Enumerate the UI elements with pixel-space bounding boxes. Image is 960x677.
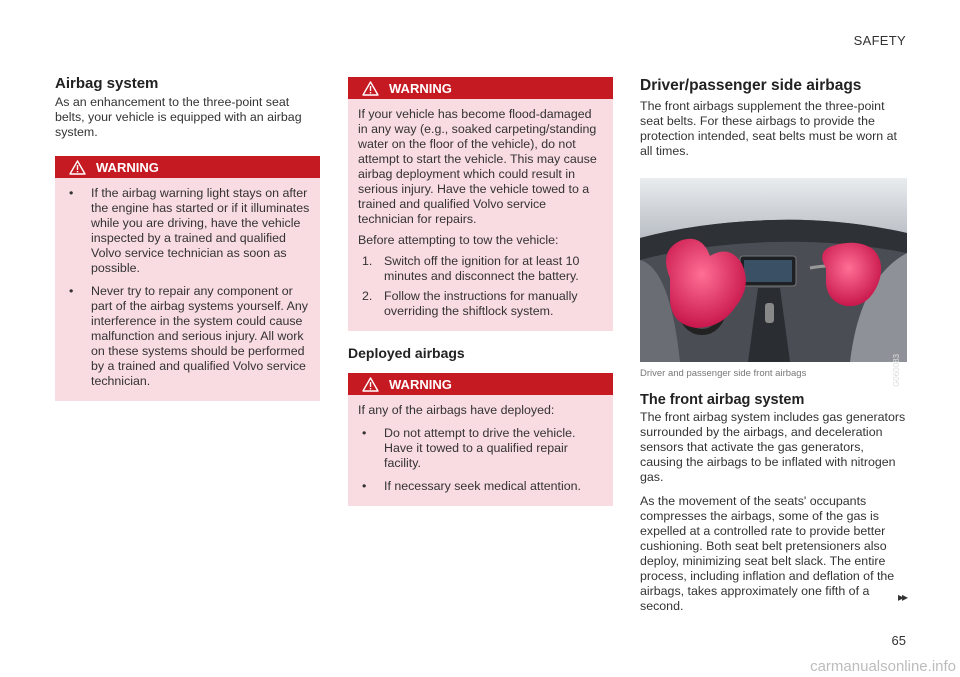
list-item [358, 254, 603, 284]
page-section-header: SAFETY [853, 33, 906, 48]
section-title-airbag-system: Airbag system [55, 75, 159, 92]
warning-triangle-icon [69, 160, 86, 175]
column-warnings [348, 77, 613, 506]
step-number: 2. [362, 289, 373, 303]
deployed-intro: If any of the airbags have deployed: [358, 403, 555, 417]
front-airbag-system-para1: The front airbag system includes gas generators surrounded by the airbags, and deceleration sensors that activate the gas generators, causing the airbags to be inflated with nitrogen gas. [640, 410, 906, 484]
next-page-arrow-icon: ▸▸ [897, 590, 906, 604]
warning-header [55, 156, 320, 178]
section-title-front-airbag-system: The front airbag system [640, 392, 805, 408]
warning-box-airbag-light [55, 156, 320, 401]
warning-label: WARNING [389, 80, 452, 96]
list-item [65, 186, 310, 276]
bullet-text: Never try to repair any component or part of the airbag systems yourself. Any interference in the system could cause malfunction and serious injury. All work on these systems should be performed by a trained and qualified Volvo service technician. [91, 284, 308, 388]
image-code: G060083 [892, 354, 901, 387]
warning-header [348, 77, 613, 99]
warning-box-deployed [348, 373, 613, 506]
image-caption: Driver and passenger side front airbags [640, 368, 807, 379]
list-item [358, 289, 603, 319]
list-item [358, 479, 603, 494]
page-number: 65 [891, 633, 906, 648]
flood-warning-text: If your vehicle has become flood-damaged in any way (e.g., soaked carpeting/standing water on the floor of the vehicle), do not attempt to start the vehicle. This may cause airbag deployment which could result in serious injury. Have the vehicle towed to a trained and qualified Volvo service technician for repairs. [358, 107, 597, 226]
bullet-text: Do not attempt to drive the vehicle. Have it towed to a qualified repair facility. [384, 426, 576, 470]
bullet-icon: • [362, 479, 367, 493]
column-airbag-system [55, 75, 320, 401]
warning-box-flood [348, 77, 613, 331]
step-text: Follow the instructions for manually overriding the shiftlock system. [384, 289, 578, 318]
watermark: carmanualsonline.info [810, 658, 956, 675]
section-title-deployed-airbags: Deployed airbags [348, 345, 465, 361]
front-airbag-system-para2: As the movement of the seats' occupants compresses the airbags, some of the gas is expelled at a controlled rate to provide better cushioning. Both seat belt pretensioners also deploy, minimizing seat belt slack. The entire process, including inflation and deflation of the airbags, takes approximately one fifth of a second. [640, 494, 895, 613]
bullet-icon: • [69, 284, 74, 298]
bullet-text: If necessary seek medical attention. [384, 479, 581, 493]
step-text: Switch off the ignition for at least 10 minutes and disconnect the battery. [384, 254, 580, 283]
front-airbags-intro: The front airbags supplement the three-point seat belts. For these airbags to provide the protection intended, seat belts must be worn at all times. [640, 99, 897, 158]
airbag-system-intro: As an enhancement to the three-point seat belts, your vehicle is equipped with an airbag system. [55, 95, 302, 139]
list-item [358, 426, 603, 471]
tow-intro: Before attempting to tow the vehicle: [358, 233, 559, 247]
section-title-front-airbags: Driver/passenger side airbags [640, 77, 862, 94]
warning-label: WARNING [389, 376, 452, 392]
warning-triangle-icon [362, 81, 379, 96]
bullet-icon: • [362, 426, 367, 440]
car-interior-image [640, 178, 907, 362]
list-item [65, 284, 310, 389]
warning-header [348, 373, 613, 395]
bullet-icon: • [69, 186, 74, 200]
bullet-text: If the airbag warning light stays on after the engine has started or if it illuminates while you are driving, have the vehicle inspected by a trained and qualified Volvo service technician as soon as possible. [91, 186, 310, 275]
warning-label: WARNING [96, 159, 159, 175]
column-front-airbags [640, 77, 907, 614]
warning-triangle-icon [362, 377, 379, 392]
step-number: 1. [362, 254, 373, 268]
